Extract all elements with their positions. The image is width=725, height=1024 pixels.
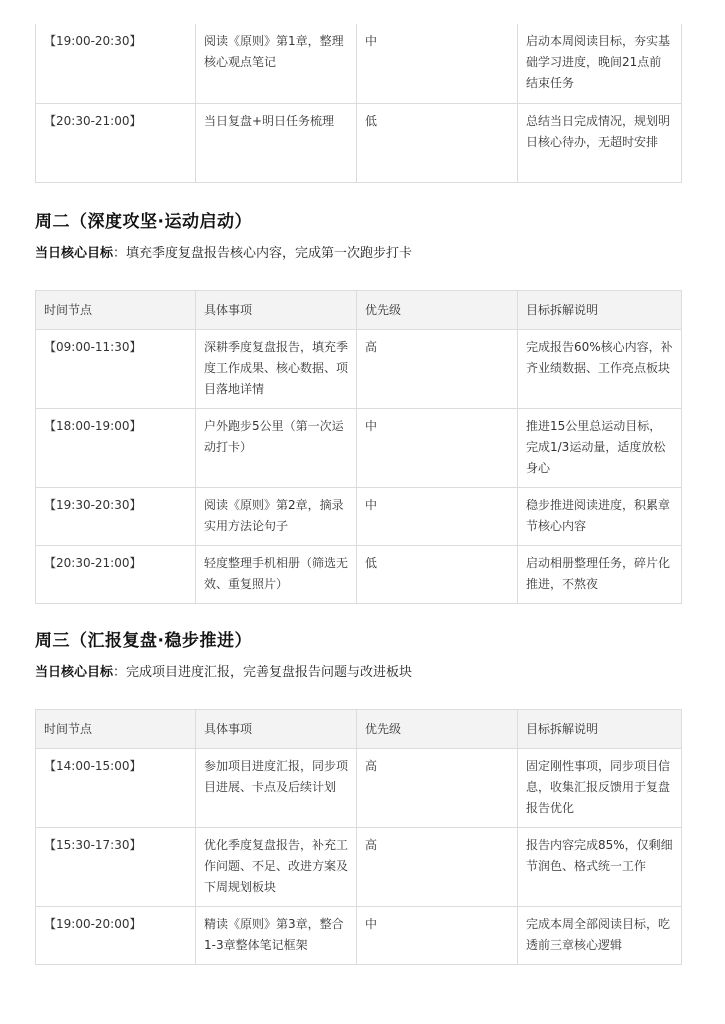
- time-cell: 【20:30-21:00】: [36, 103, 196, 182]
- table-header-row: [36, 291, 682, 330]
- task-cell: 精读《原则》第3章，整合1-3章整体笔记框架: [196, 907, 357, 965]
- task-cell: 优化季度复盘报告，补充工作问题、不足、改进方案及下周规划板块: [196, 828, 357, 907]
- priority-cell: 高: [357, 330, 518, 409]
- note-cell: 推进15公里总运动目标，完成1/3运动量，适度放松身心: [518, 409, 682, 488]
- task-cell: 户外跑步5公里（第一次运动打卡）: [196, 409, 357, 488]
- note-cell: 完成报告60%核心内容，补齐业绩数据、工作亮点板块: [518, 330, 682, 409]
- goal-label: 当日核心目标: [35, 246, 114, 261]
- section-heading-wednesday: 周三（汇报复盘·稳步推进）: [35, 631, 252, 651]
- section-heading-tuesday: 周二（深度攻坚·运动启动）: [35, 212, 252, 232]
- table-row: [36, 907, 682, 965]
- priority-cell: 低: [357, 103, 518, 182]
- time-cell: 【14:00-15:00】: [36, 749, 196, 828]
- note-cell: 稳步推进阅读进度，积累章节核心内容: [518, 488, 682, 546]
- time-cell: 【20:30-21:00】: [36, 546, 196, 604]
- goal-text: ：填充季度复盘报告核心内容，完成第一次跑步打卡: [113, 246, 413, 261]
- priority-cell: 中: [357, 24, 518, 103]
- table-row: [36, 409, 682, 488]
- table-row: [36, 488, 682, 546]
- column-header-priority: 优先级: [357, 710, 518, 749]
- time-cell: 【19:00-20:00】: [36, 907, 196, 965]
- task-cell: 参加项目进度汇报，同步项目进展、卡点及后续计划: [196, 749, 357, 828]
- table-row: [36, 103, 682, 182]
- table-row: [36, 749, 682, 828]
- table-row: [36, 24, 682, 103]
- priority-cell: 中: [357, 907, 518, 965]
- priority-cell: 中: [357, 409, 518, 488]
- table-row: [36, 828, 682, 907]
- column-header-time: 时间节点: [36, 291, 196, 330]
- note-cell: 报告内容完成85%，仅剩细节润色、格式统一工作: [518, 828, 682, 907]
- note-cell: 启动本周阅读目标，夯实基础学习进度，晚间21点前结束任务: [518, 24, 682, 103]
- note-cell: 完成本周全部阅读目标，吃透前三章核心逻辑: [518, 907, 682, 965]
- table-row: [36, 546, 682, 604]
- note-cell: 固定刚性事项，同步项目信息，收集汇报反馈用于复盘报告优化: [518, 749, 682, 828]
- time-cell: 【18:00-19:00】: [36, 409, 196, 488]
- day-goal: [35, 661, 412, 680]
- schedule-table-day1: [35, 24, 682, 183]
- note-cell: 总结当日完成情况，规划明日核心待办，无超时安排: [518, 103, 682, 182]
- note-cell: 启动相册整理任务，碎片化推进，不熬夜: [518, 546, 682, 604]
- time-cell: 【09:00-11:30】: [36, 330, 196, 409]
- goal-text: ：完成项目进度汇报，完善复盘报告问题与改进板块: [113, 665, 413, 680]
- task-cell: 阅读《原则》第2章，摘录实用方法论句子: [196, 488, 357, 546]
- goal-label: 当日核心目标: [35, 665, 114, 680]
- column-header-note: 目标拆解说明: [518, 710, 682, 749]
- table-header-row: [36, 710, 682, 749]
- time-cell: 【19:00-20:30】: [36, 24, 196, 103]
- priority-cell: 高: [357, 749, 518, 828]
- task-cell: 轻度整理手机相册（筛选无效、重复照片）: [196, 546, 357, 604]
- day-goal: [35, 242, 412, 261]
- time-cell: 【19:30-20:30】: [36, 488, 196, 546]
- priority-cell: 高: [357, 828, 518, 907]
- table-row: [36, 330, 682, 409]
- column-header-time: 时间节点: [36, 710, 196, 749]
- column-header-task: 具体事项: [196, 710, 357, 749]
- task-cell: 深耕季度复盘报告，填充季度工作成果、核心数据、项目落地详情: [196, 330, 357, 409]
- task-cell: 阅读《原则》第1章，整理核心观点笔记: [196, 24, 357, 103]
- priority-cell: 中: [357, 488, 518, 546]
- task-cell: 当日复盘+明日任务梳理: [196, 103, 357, 182]
- schedule-table-wednesday: [35, 709, 682, 965]
- time-cell: 【15:30-17:30】: [36, 828, 196, 907]
- column-header-task: 具体事项: [196, 291, 357, 330]
- column-header-priority: 优先级: [357, 291, 518, 330]
- column-header-note: 目标拆解说明: [518, 291, 682, 330]
- schedule-table-tuesday: [35, 290, 682, 604]
- priority-cell: 低: [357, 546, 518, 604]
